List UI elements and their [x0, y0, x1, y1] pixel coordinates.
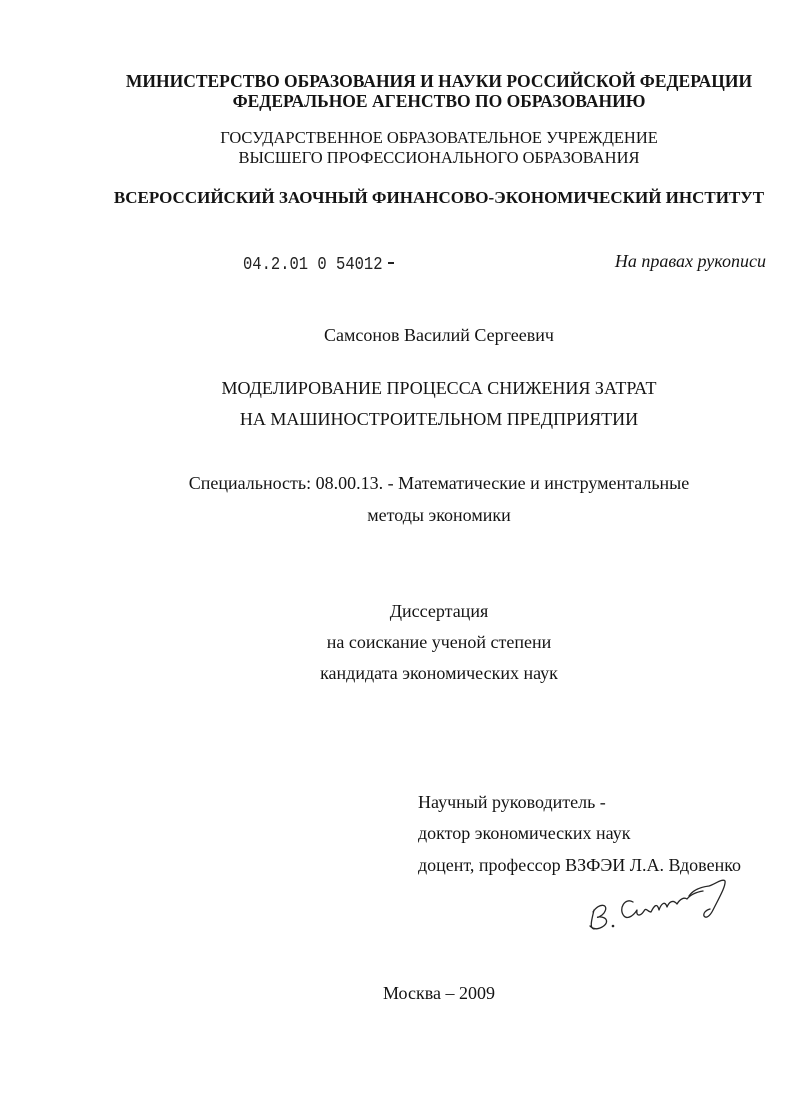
supervisor-line-1: Научный руководитель -: [418, 792, 606, 812]
dissertation-title-line-1: МОДЕЛИРОВАНИЕ ПРОЦЕССА СНИЖЕНИЯ ЗАТРАТ: [221, 378, 657, 398]
author-name: Самсонов Василий Сергеевич: [324, 325, 554, 345]
supervisor-line-3: доцент, профессор ВЗФЭИ Л.А. Вдовенко: [418, 855, 742, 875]
degree-line-3: кандидата экономических наук: [320, 663, 558, 683]
registration-mark: [388, 262, 394, 264]
specialty-line-1: Специальность: 08.00.13. - Математические и инструментальные: [188, 473, 690, 493]
institution-type-line-1: ГОСУДАРСТВЕННОЕ ОБРАЗОВАТЕЛЬНОЕ УЧРЕЖДЕНИЕ: [220, 128, 658, 147]
supervisor-line-2: доктор экономических наук: [418, 823, 631, 843]
manuscript-note: На правах рукописи: [614, 251, 766, 271]
specialty-line-2: методы экономики: [367, 505, 511, 525]
institute-heading: ВСЕРОССИЙСКИЙ ЗАОЧНЫЙ ФИНАНСОВО-ЭКОНОМИЧЕСКИЙ ИНСТИТУТ: [113, 188, 765, 207]
degree-line-2: на соискание ученой степени: [326, 632, 552, 652]
dissertation-title-line-2: НА МАШИНОСТРОИТЕЛЬНОМ ПРЕДПРИЯТИИ: [239, 409, 639, 429]
degree-line-1: Диссертация: [389, 601, 489, 621]
institution-type-line-2: ВЫСШЕГО ПРОФЕССИОНАЛЬНОГО ОБРАЗОВАНИЯ: [238, 148, 640, 167]
registration-number: 04.2.01 0 54012: [243, 253, 383, 276]
ministry-heading: МИНИСТЕРСТВО ОБРАЗОВАНИЯ И НАУКИ РОССИЙСКОЙ ФЕДЕРАЦИИ: [125, 71, 753, 91]
agency-heading: ФЕДЕРАЛЬНОЕ АГЕНСТВО ПО ОБРАЗОВАНИЮ: [232, 91, 646, 111]
handwritten-signature: [585, 872, 730, 934]
place-and-year: Москва – 2009: [383, 983, 495, 1003]
